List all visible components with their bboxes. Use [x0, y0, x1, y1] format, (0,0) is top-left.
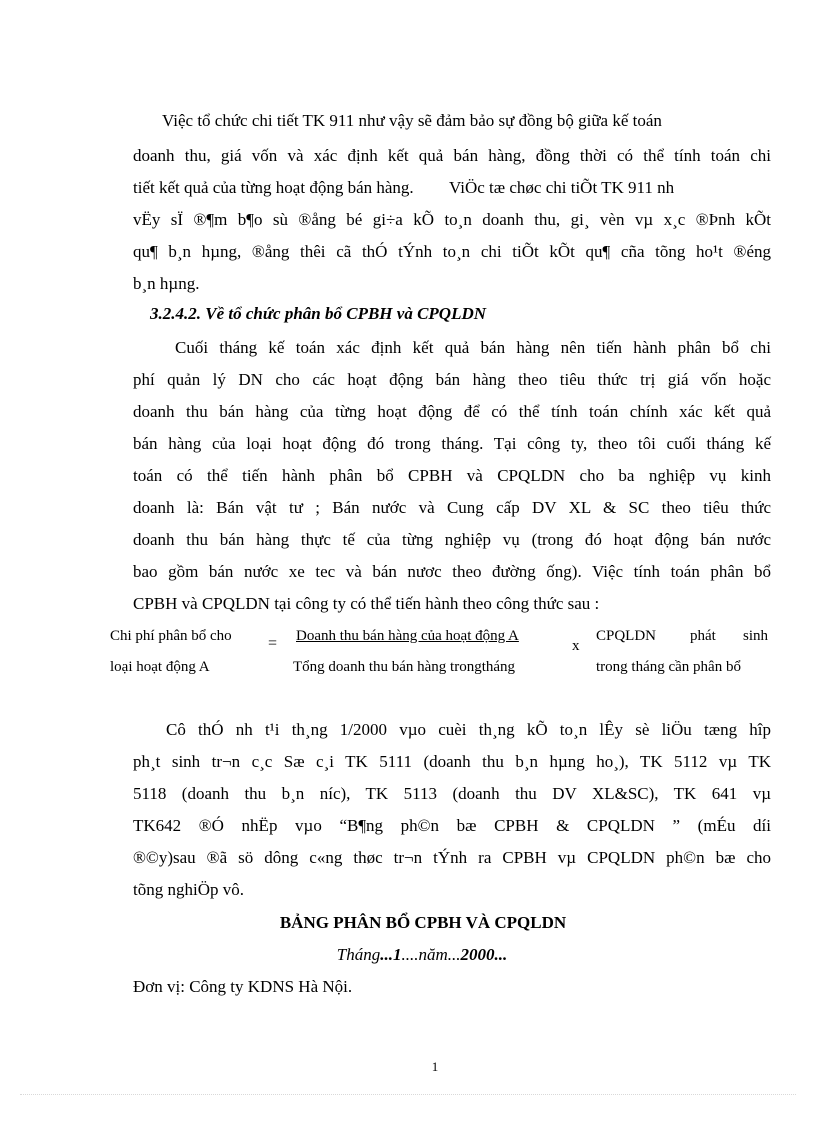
formula-left-line-2: loại hoạt động A [110, 659, 210, 675]
paragraph-3-line-6: tõng nghiÖp vô. [133, 880, 244, 899]
formula-right-line-1c: sinh [743, 628, 769, 644]
paragraph-1-line-3b: ViÖc tæ chøc chi tiÕt TK 911 nh [449, 178, 675, 197]
subtitle-dots-3: ... [494, 945, 508, 964]
formula-numerator: Doanh thu bán hàng của hoạt động A [296, 628, 519, 644]
formula-times-sign: x [572, 638, 580, 654]
paragraph-3-line-4: TK642 ®Ó nhËp vµo “B¶ng ph©n bæ CPBH & CPQLDN ” (mÉu díi [133, 816, 771, 835]
subtitle-dots-2: ....năm... [401, 945, 461, 964]
subtitle-month-label: Tháng [336, 945, 381, 964]
formula-denominator: Tổng doanh thu bán hàng trongtháng [293, 659, 516, 675]
paragraph-1-line-2: doanh thu, giá vốn và xác định kết quả bán hàng, đồng thời có thể tính toán chi [133, 146, 771, 165]
paragraph-2-line-4: bán hàng của loại hoạt động đó trong tháng. Tại công ty, theo tôi cuối tháng kế [133, 434, 771, 453]
paragraph-2-line-7: doanh thu bán hàng thực tế của từng nghiệp vụ (trong đó hoạt động bán nước [133, 530, 771, 549]
page-bottom-divider [20, 1094, 796, 1095]
paragraph-3-line-3: 5118 (doanh thu b¸n níc), TK 5113 (doanh thu DV XL&SC), TK 641 vµ [133, 784, 771, 803]
paragraph-2-line-6: doanh là: Bán vật tư ; Bán nước và Cung cấp DV XL & SC theo tiêu thức [133, 498, 771, 517]
paragraph-1-line-4: vËy sÏ ®¶m b¶o sù ®ång bé gi÷a kÕ to¸n doanh thu, gi¸ vèn vµ x¸c ®Þnh kÕt [133, 210, 771, 229]
paragraph-3-line-5: ®©y)sau ®ã sö dông c«ng thøc tr¬n tÝnh ra CPBH vµ CPQLDN ph©n bæ cho [133, 848, 771, 867]
paragraph-1-line-6: b¸n hµng. [133, 274, 200, 293]
formula-right-line-2: trong tháng cần phân bổ [596, 659, 741, 675]
paragraph-1-line-3: tiết kết quả của từng hoạt động bán hàng. [133, 178, 414, 197]
paragraph-2-line-1: Cuối tháng kế toán xác định kết quả bán hàng nên tiến hành phân bổ chi [175, 338, 771, 357]
paragraph-2-line-5: toán có thể tiến hành phân bổ CPBH và CPQLDN cho ba nghiệp vụ kinh [133, 466, 771, 485]
paragraph-2-line-3: doanh thu bán hàng của từng hoạt động để có thể tính toán chính xác kết quả [133, 402, 771, 421]
subtitle-year-value: 2000 [460, 945, 495, 964]
paragraph-2-line-9: CPBH và CPQLDN tại công ty có thể tiến hành theo công thức sau : [133, 594, 600, 613]
page-number: 1 [431, 1059, 439, 1074]
formula-equals-sign: = [268, 635, 278, 652]
paragraph-1-line-5: qu¶ b¸n hµng, ®ång thêi cã thÓ tÝnh to¸n chi tiÕt kÕt qu¶ cña tõng ho¹t ®éng [133, 242, 771, 261]
paragraph-2-line-8: bao gồm bán nước xe tec và bán nươc theo đường ống). Việc tính toán phân bổ [133, 562, 771, 581]
paragraph-3-line-2: ph¸t sinh tr¬n c¸c Sæ c¸i TK 5111 (doanh thu b¸n hµng ho¸), TK 5112 vµ TK [133, 752, 771, 771]
paragraph-2-line-2: phí quản lý DN cho các hoạt động bán hàng theo tiêu thức trị giá vốn hoặc [133, 370, 771, 389]
subtitle-month-value: 1 [392, 945, 402, 964]
paragraph-3-line-1: Cô thÓ nh t¹i th¸ng 1/2000 vµo cuèi th¸ng kÕ to¸n lÊy sè liÖu tæng hîp [166, 720, 771, 739]
section-heading: 3.2.4.2. Về tổ chức phân bổ CPBH và CPQLDN [150, 304, 487, 323]
unit-line: Đơn vị: Công ty KDNS Hà Nội. [133, 977, 353, 996]
table-title: BẢNG PHÂN BỔ CPBH VÀ CPQLDN [279, 913, 567, 932]
table-subtitle [0, 944, 816, 966]
formula-right-line-1a: CPQLDN [596, 628, 657, 644]
formula-right-line-1b: phát [690, 628, 716, 644]
paragraph-1-line-1: Việc tổ chức chi tiết TK 911 như vậy sẽ đảm bảo sự đồng bộ giữa kế toán [162, 111, 662, 130]
subtitle-dots-1: ... [380, 945, 393, 964]
formula-left-line-1: Chi phí phân bổ cho [110, 628, 232, 644]
